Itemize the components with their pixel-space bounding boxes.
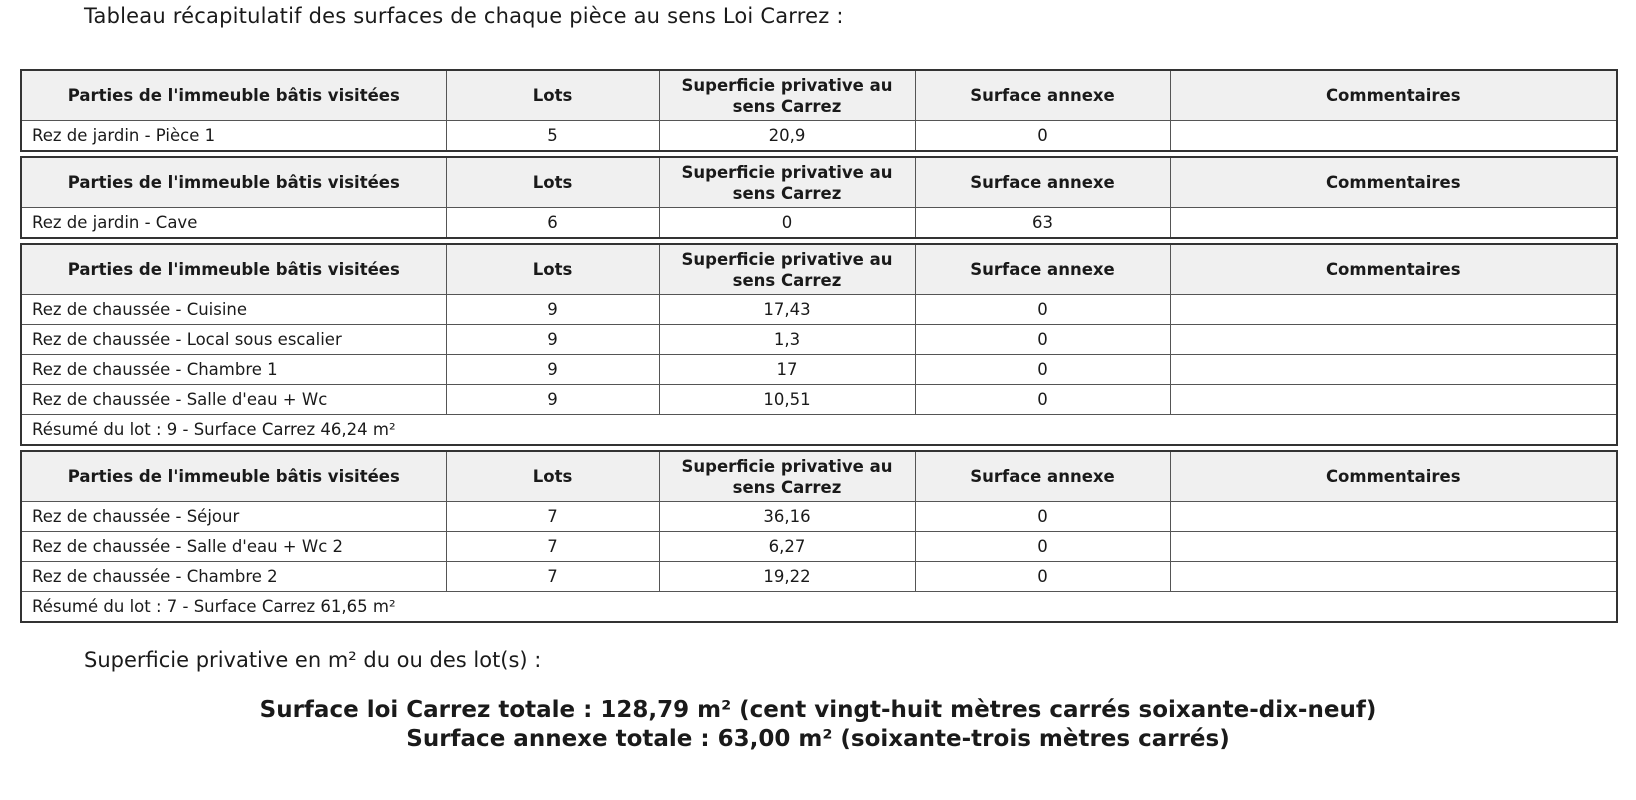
table-header-row bbox=[21, 244, 1617, 295]
total-carrez: Surface loi Carrez totale : 128,79 m² (cent vingt-huit mètres carrés soixante-dix-neuf) bbox=[259, 697, 1377, 723]
header-comments: Commentaires bbox=[1170, 244, 1617, 295]
totals-section bbox=[0, 696, 1636, 754]
total-annex: Surface annexe totale : 63,00 m² (soixante-trois mètres carrés) bbox=[406, 726, 1230, 752]
header-carrez: Superficie privative au sens Carrez bbox=[659, 244, 915, 295]
table-row bbox=[21, 562, 1617, 592]
cell-comment bbox=[1170, 562, 1617, 592]
header-comments: Commentaires bbox=[1170, 157, 1617, 208]
cell-comment bbox=[1170, 325, 1617, 355]
cell-part: Rez de chaussée - Local sous escalier bbox=[21, 325, 446, 355]
table-row bbox=[21, 295, 1617, 325]
cell-part: Rez de jardin - Cave bbox=[21, 208, 446, 239]
cell-annex: 0 bbox=[915, 532, 1170, 562]
header-annex: Surface annexe bbox=[915, 70, 1170, 121]
header-annex: Surface annexe bbox=[915, 451, 1170, 502]
header-lots: Lots bbox=[446, 157, 659, 208]
cell-annex: 0 bbox=[915, 121, 1170, 152]
cell-lot: 5 bbox=[446, 121, 659, 152]
lot-summary: Résumé du lot : 9 - Surface Carrez 46,24 m² bbox=[21, 415, 1617, 446]
lot-summary-row bbox=[21, 415, 1617, 446]
cell-part: Rez de chaussée - Salle d'eau + Wc 2 bbox=[21, 532, 446, 562]
cell-part: Rez de jardin - Pièce 1 bbox=[21, 121, 446, 152]
cell-lot: 7 bbox=[446, 532, 659, 562]
cell-carrez: 6,27 bbox=[659, 532, 915, 562]
cell-carrez: 17 bbox=[659, 355, 915, 385]
cell-carrez: 10,51 bbox=[659, 385, 915, 415]
cell-comment bbox=[1170, 385, 1617, 415]
page-title: Tableau récapitulatif des surfaces de chaque pièce au sens Loi Carrez : bbox=[84, 4, 844, 28]
cell-comment bbox=[1170, 532, 1617, 562]
table-header-row bbox=[21, 451, 1617, 502]
cell-carrez: 19,22 bbox=[659, 562, 915, 592]
table-row bbox=[21, 532, 1617, 562]
cell-part: Rez de chaussée - Salle d'eau + Wc bbox=[21, 385, 446, 415]
lot-summary: Résumé du lot : 7 - Surface Carrez 61,65 m² bbox=[21, 592, 1617, 623]
cell-lot: 9 bbox=[446, 295, 659, 325]
cell-annex: 0 bbox=[915, 385, 1170, 415]
surface-tables bbox=[20, 69, 1616, 627]
table-row bbox=[21, 355, 1617, 385]
header-carrez: Superficie privative au sens Carrez bbox=[659, 70, 915, 121]
header-lots: Lots bbox=[446, 451, 659, 502]
table-header-row bbox=[21, 157, 1617, 208]
cell-lot: 6 bbox=[446, 208, 659, 239]
table-header-row bbox=[21, 70, 1617, 121]
header-parts: Parties de l'immeuble bâtis visitées bbox=[21, 244, 446, 295]
cell-lot: 9 bbox=[446, 325, 659, 355]
cell-carrez: 20,9 bbox=[659, 121, 915, 152]
cell-carrez: 0 bbox=[659, 208, 915, 239]
header-annex: Surface annexe bbox=[915, 244, 1170, 295]
cell-annex: 0 bbox=[915, 325, 1170, 355]
cell-annex: 0 bbox=[915, 295, 1170, 325]
lot-table-3 bbox=[20, 243, 1618, 446]
table-row bbox=[21, 385, 1617, 415]
table-row bbox=[21, 325, 1617, 355]
header-lots: Lots bbox=[446, 70, 659, 121]
cell-lot: 7 bbox=[446, 502, 659, 532]
table-row bbox=[21, 208, 1617, 239]
cell-annex: 63 bbox=[915, 208, 1170, 239]
header-parts: Parties de l'immeuble bâtis visitées bbox=[21, 451, 446, 502]
table-row bbox=[21, 502, 1617, 532]
cell-part: Rez de chaussée - Cuisine bbox=[21, 295, 446, 325]
header-annex: Surface annexe bbox=[915, 157, 1170, 208]
cell-carrez: 1,3 bbox=[659, 325, 915, 355]
cell-comment bbox=[1170, 355, 1617, 385]
header-carrez: Superficie privative au sens Carrez bbox=[659, 157, 915, 208]
header-parts: Parties de l'immeuble bâtis visitées bbox=[21, 70, 446, 121]
cell-annex: 0 bbox=[915, 562, 1170, 592]
lot-table-4 bbox=[20, 450, 1618, 623]
header-lots: Lots bbox=[446, 244, 659, 295]
cell-part: Rez de chaussée - Séjour bbox=[21, 502, 446, 532]
header-carrez: Superficie privative au sens Carrez bbox=[659, 451, 915, 502]
lot-table-2 bbox=[20, 156, 1618, 239]
cell-annex: 0 bbox=[915, 502, 1170, 532]
cell-part: Rez de chaussée - Chambre 1 bbox=[21, 355, 446, 385]
cell-comment bbox=[1170, 502, 1617, 532]
lot-summary-row bbox=[21, 592, 1617, 623]
cell-carrez: 36,16 bbox=[659, 502, 915, 532]
header-comments: Commentaires bbox=[1170, 451, 1617, 502]
cell-lot: 9 bbox=[446, 355, 659, 385]
header-comments: Commentaires bbox=[1170, 70, 1617, 121]
cell-part: Rez de chaussée - Chambre 2 bbox=[21, 562, 446, 592]
cell-annex: 0 bbox=[915, 355, 1170, 385]
cell-carrez: 17,43 bbox=[659, 295, 915, 325]
header-parts: Parties de l'immeuble bâtis visitées bbox=[21, 157, 446, 208]
cell-lot: 9 bbox=[446, 385, 659, 415]
cell-comment bbox=[1170, 121, 1617, 152]
lot-table-1 bbox=[20, 69, 1618, 152]
cell-comment bbox=[1170, 295, 1617, 325]
cell-comment bbox=[1170, 208, 1617, 239]
private-area-subheading: Superficie privative en m² du ou des lot(s) : bbox=[84, 648, 542, 672]
cell-lot: 7 bbox=[446, 562, 659, 592]
table-row bbox=[21, 121, 1617, 152]
